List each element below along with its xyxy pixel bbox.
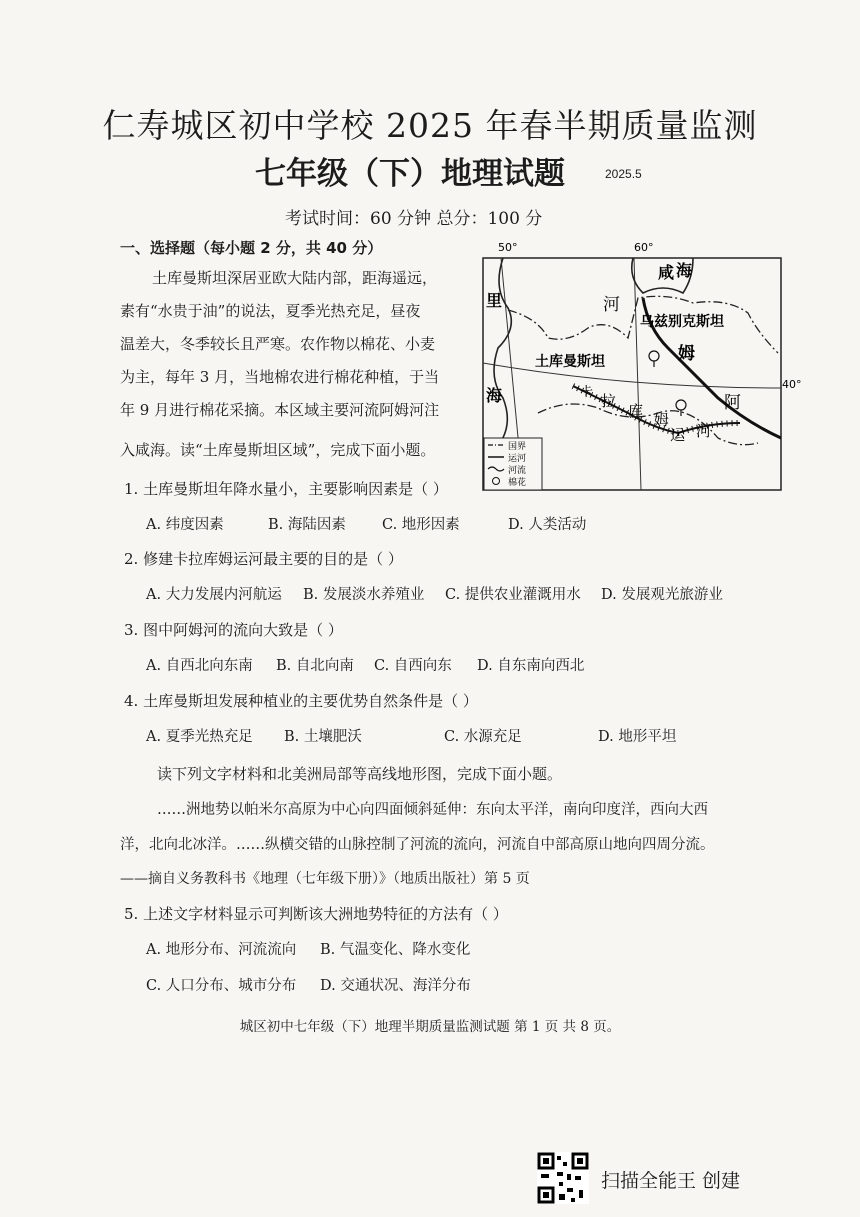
label-aral-2: 海 [676, 261, 693, 280]
option-b: B. 土壤肥沃 [284, 729, 362, 745]
cotton-icon [676, 400, 686, 416]
option-d: D. 交通状况、海洋分布 [320, 978, 471, 994]
material2-quote-line: 洋，北向北冰洋。……纵横交错的山脉控制了河流的流向，河流自中部高原山地向四周分流。 [120, 837, 715, 853]
label-caspian-hai: 海 [486, 386, 503, 405]
option-d: D. 人类活动 [508, 517, 587, 533]
option-a: A. 纬度因素 [146, 517, 224, 533]
label-caspian-li: 里 [486, 291, 503, 310]
exam-time-score: 考试时间：60 分钟 总分：100 分 [285, 209, 543, 229]
label-uzbekistan: 乌兹别克斯坦 [640, 314, 724, 330]
option-c: C. 自西向东 [374, 658, 452, 674]
option-a: A. 大力发展内河航运 [146, 587, 282, 603]
option-c: C. 人口分布、城市分布 [146, 978, 297, 994]
label-canal-he: 河 [696, 422, 712, 440]
material2-source: ——摘自义务教科书《地理（七年级下册）》（地质出版社）第 5 页 [120, 871, 530, 887]
option-a: A. 夏季光热充足 [146, 729, 253, 745]
question-stem: 5. 上述文字材料显示可判断该大洲地势特征的方法有（ ） [124, 905, 508, 923]
scanner-watermark: 扫描全能王 创建 [601, 1170, 741, 1192]
material2-quote-line: ……洲地势以帕米尔高原为中心向四面倾斜延伸：东向太平洋，南向印度洋，西向大西 [157, 802, 708, 818]
label-canal-ku: 库 [628, 402, 644, 420]
option-d: D. 发展观光旅游业 [601, 587, 723, 603]
material-line: 温差大，冬季较长且严寒。农作物以棉花、小麦 [120, 335, 436, 353]
map-lon-label-left: 50° [498, 241, 518, 254]
option-c: C. 提供农业灌溉用水 [445, 587, 581, 603]
label-canal-yun: 运 [670, 426, 686, 444]
option-c: C. 地形因素 [382, 517, 460, 533]
turkmenistan-map [478, 238, 802, 500]
legend-label-cotton: 棉花 [508, 478, 527, 488]
map-lon-label-right: 60° [634, 241, 654, 254]
map-legend [484, 438, 542, 490]
exam-subtitle: 七年级（下）地理试题 [255, 156, 565, 192]
parallel-40 [483, 363, 781, 388]
question-stem: 2. 修建卡拉库姆运河最主要的目的是（ ） [124, 550, 403, 568]
legend-label-boundary: 国界 [508, 442, 527, 452]
material2-intro: 读下列文字材料和北美洲局部等高线地形图，完成下面小题。 [157, 765, 563, 783]
option-c: C. 水源充足 [444, 729, 522, 745]
option-b: B. 气温变化、降水变化 [320, 942, 471, 958]
question-stem: 4. 土库曼斯坦发展种植业的主要优势自然条件是（ ） [124, 692, 478, 710]
map-lat-label: 40° [782, 378, 802, 391]
section-heading: 一、选择题（每小题 2 分，共 40 分） [120, 239, 383, 257]
option-b: B. 发展淡水养殖业 [303, 587, 425, 603]
material-line: 年 9 月进行棉花采摘。本区域主要河流阿姆河注 [120, 401, 440, 419]
material-line: 素有“水贵于油”的说法，夏季光热充足，昼夜 [120, 302, 421, 320]
label-aral-1: 咸 [658, 263, 675, 282]
option-d: D. 地形平坦 [598, 729, 677, 745]
material-line: 为主，每年 3 月，当地棉农进行棉花种植，于当 [120, 368, 440, 386]
label-turkmenistan: 土库曼斯坦 [535, 354, 605, 370]
label-river-mu: 姆 [678, 344, 695, 364]
question-stem: 3. 图中阿姆河的流向大致是（ ） [124, 621, 343, 639]
exam-date: 2025.5 [605, 167, 642, 181]
label-canal-mu: 姆 [654, 411, 670, 429]
material-line: 入咸海。读“土库曼斯坦区域”，完成下面小题。 [120, 441, 436, 459]
meridian-60 [634, 258, 641, 490]
material-line: 土库曼斯坦深居亚欧大陆内部，距海遥远， [152, 269, 438, 287]
label-amu-a: 阿 [724, 393, 741, 413]
exam-title: 仁寿城区初中学校 2025 年春半期质量监测 [102, 106, 758, 145]
page-footer: 城区初中七年级（下）地理半期质量监测试题 第 1 页 共 8 页。 [239, 1019, 621, 1035]
option-b: B. 自北向南 [276, 658, 354, 674]
qr-code [537, 1152, 589, 1204]
label-canal-ka: 卡 [580, 385, 594, 400]
cotton-icon [649, 351, 659, 367]
option-a: A. 地形分布、河流流向 [146, 942, 297, 958]
legend-label-canal: 运河 [508, 454, 527, 464]
question-stem: 1. 土库曼斯坦年降水量小，主要影响因素是（ ） [124, 480, 448, 498]
option-b: B. 海陆因素 [268, 517, 346, 533]
label-river-he: 河 [603, 295, 620, 315]
option-d: D. 自东南向西北 [477, 658, 585, 674]
label-canal-la: 拉 [601, 392, 617, 410]
legend-label-river: 河流 [508, 466, 527, 476]
option-a: A. 自西北向东南 [146, 658, 253, 674]
